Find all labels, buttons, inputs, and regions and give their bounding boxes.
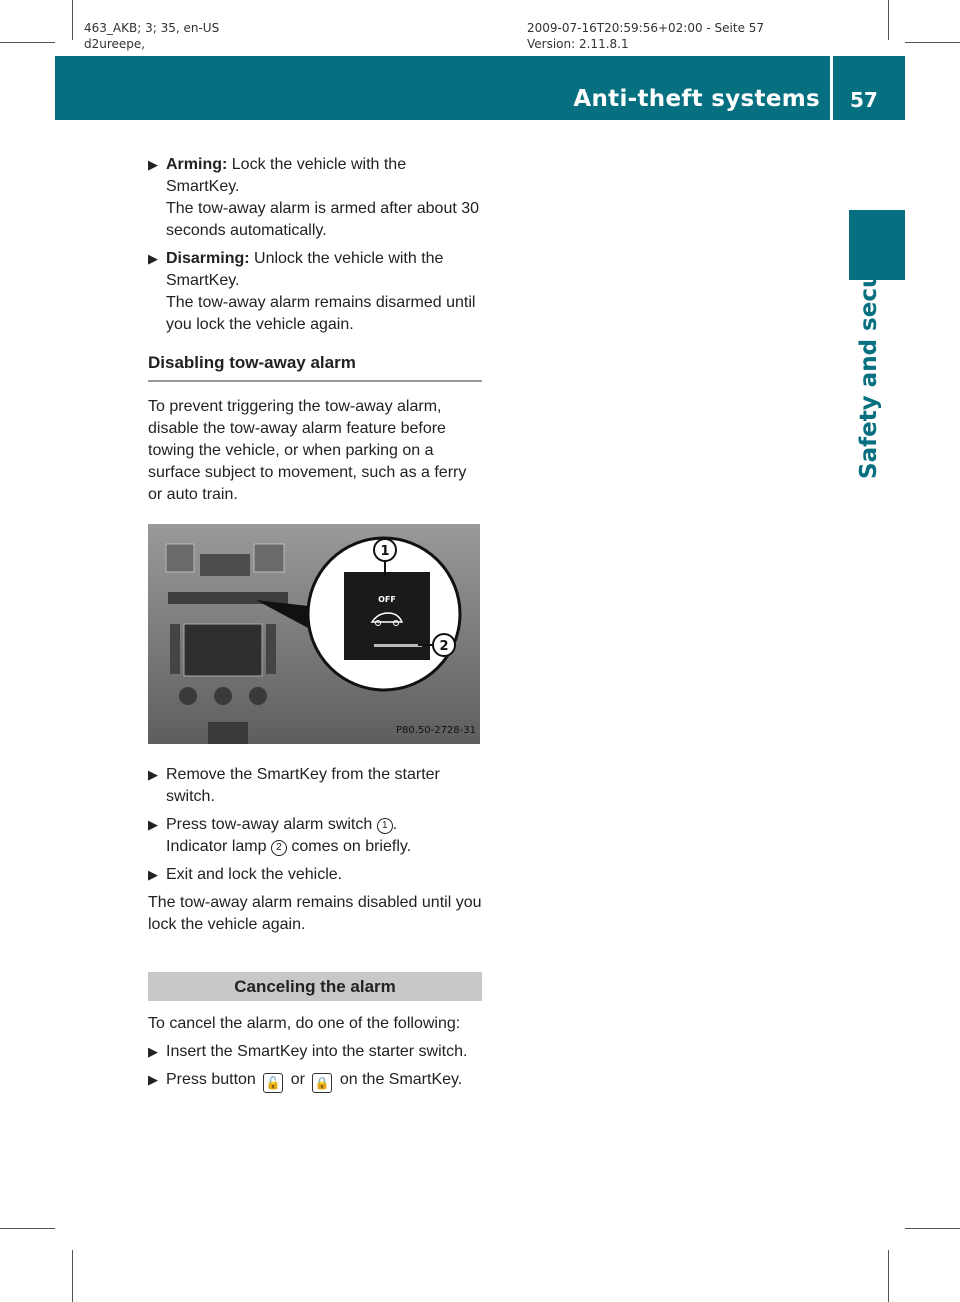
print-meta-left-line2: d2ureepe,: [84, 37, 146, 51]
cancel-intro: To cancel the alarm, do one of the following:: [148, 1015, 461, 1032]
step-remove-text: Remove the SmartKey from the starter switch.: [166, 766, 440, 805]
step-arrow-icon: ▶: [148, 251, 158, 266]
chapter-label: Safety and security: [856, 226, 882, 479]
step-button-pre: Press button: [166, 1071, 261, 1088]
crop-mark: [888, 0, 889, 40]
step-remove-key: [148, 764, 482, 808]
step-exit-text: Exit and lock the vehicle.: [166, 866, 343, 883]
crop-mark: [905, 1228, 960, 1229]
header-separator: [830, 56, 833, 120]
step-arrow-icon: ▶: [148, 1044, 158, 1059]
page-number: 57: [850, 88, 878, 112]
main-content: [148, 154, 482, 1099]
step-arming: [148, 154, 482, 242]
step-arrow-icon: ▶: [148, 817, 158, 832]
step-button-post: on the SmartKey.: [335, 1071, 463, 1088]
print-meta-right-line1: 2009-07-16T20:59:56+02:00 - Seite 57: [527, 21, 765, 35]
print-meta-right-line2: Version: 2.11.8.1: [527, 37, 629, 51]
disarming-text: Unlock the vehicle with the SmartKey.: [166, 250, 444, 289]
step-press-switch: [148, 814, 482, 858]
step-press-pre: Press tow-away alarm switch: [166, 816, 377, 833]
unlock-key-icon: 🔓: [263, 1073, 283, 1093]
page-title: Anti-theft systems: [573, 86, 820, 112]
heading-disable: Disabling tow-away alarm: [148, 352, 482, 382]
figure-callout-2: 2: [439, 639, 449, 654]
dashboard-illustration: [148, 524, 480, 744]
disable-intro: To prevent triggering the tow-away alarm, disable the tow-away alarm feature before towing the vehicle, or when parking on a surface subject to movement, such as a ferry or auto train.: [148, 398, 467, 503]
arming-text: Lock the vehicle with the SmartKey.: [166, 156, 407, 195]
figure-caption: P80.50-2728-31: [395, 725, 476, 736]
step-arrow-icon: ▶: [148, 767, 158, 782]
arming-note: The tow-away alarm is armed after about 30 seconds automatically.: [166, 200, 480, 239]
callout-2: 2: [271, 840, 287, 856]
crop-mark: [0, 42, 55, 43]
heading-cancel: Canceling the alarm: [148, 972, 482, 1001]
step-exit: [148, 864, 482, 886]
figure-callout-1: 1: [380, 544, 390, 559]
crop-mark: [72, 1250, 73, 1302]
step-press-note-post: comes on briefly.: [286, 838, 412, 855]
step-arrow-icon: ▶: [148, 867, 158, 882]
print-meta-left-line1: 463_AKB; 3; 35, en-US: [84, 21, 220, 35]
step-press-note-pre: Indicator lamp: [166, 838, 271, 855]
dashboard-figure: [148, 524, 480, 744]
step-press-post: .: [392, 816, 398, 833]
print-meta-left: [84, 20, 219, 52]
disarming-label: Disarming:: [166, 250, 250, 267]
step-press-button: [148, 1069, 482, 1093]
chapter-label-wrap: [850, 226, 904, 485]
print-meta-right: [527, 20, 764, 52]
step-insert-key: [148, 1041, 482, 1063]
crop-mark: [72, 0, 73, 40]
lock-key-icon: 🔒: [312, 1073, 332, 1093]
disabled-note: The tow-away alarm remains disabled until you lock the vehicle again.: [148, 894, 482, 933]
step-arrow-icon: ▶: [148, 1072, 158, 1087]
step-insert-text: Insert the SmartKey into the starter switch.: [166, 1043, 468, 1060]
crop-mark: [888, 1250, 889, 1302]
step-disarming: [148, 248, 482, 336]
disarming-note: The tow-away alarm remains disarmed until you lock the vehicle again.: [166, 294, 476, 333]
crop-mark: [905, 42, 960, 43]
crop-mark: [0, 1228, 55, 1229]
callout-1: 1: [377, 818, 393, 834]
switch-off-label: OFF: [378, 595, 396, 604]
arming-label: Arming:: [166, 156, 228, 173]
step-press-note: [166, 836, 482, 858]
step-arrow-icon: ▶: [148, 157, 158, 172]
step-button-or: or: [286, 1071, 310, 1088]
